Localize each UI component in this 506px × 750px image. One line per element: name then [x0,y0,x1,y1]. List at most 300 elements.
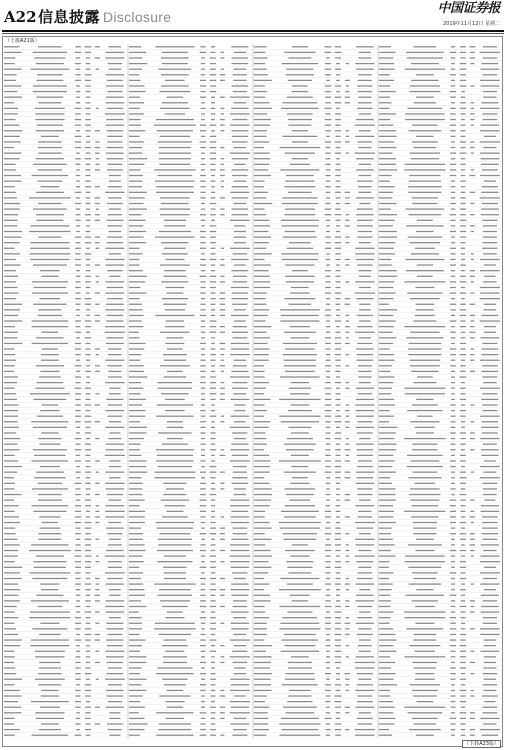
table-cell-text [254,539,271,540]
table-cell-text [221,360,224,361]
table-cell-text [158,141,192,142]
table-cell-text [292,477,308,478]
table-cell-text [164,578,186,579]
table-cell-text [254,684,271,685]
table-row [129,416,252,419]
table-cell-text [358,186,372,187]
table-cell-text [325,236,331,237]
table-cell-text [107,270,123,271]
table-cell-text [345,460,350,461]
table-cell-text [129,645,142,646]
table-cell-text [481,164,499,165]
table-cell-text [165,259,184,260]
table-cell-text [86,494,90,495]
table-row [379,343,502,346]
table-cell-text [95,539,99,540]
table-cell-text [483,444,497,445]
table-row [379,662,502,665]
table-cell-text [460,52,466,53]
table-cell-text [129,550,146,551]
table-cell-text [85,147,91,148]
table-cell-text [76,270,80,271]
table-cell-text [106,119,123,120]
table-row [129,432,252,435]
table-cell-text [221,371,224,372]
table-cell-text [129,701,140,702]
table-row [4,348,127,351]
table-cell-text [283,539,316,540]
table-cell-text [221,164,224,165]
table-row [254,645,377,648]
table-cell-text [325,248,331,249]
table-cell-text [106,690,124,691]
table-cell-text [335,192,341,193]
table-cell-text [483,382,497,383]
table-row [254,477,377,480]
table-cell-text [107,169,123,170]
table-cell-text [480,130,500,131]
table-row [254,651,377,654]
table-cell-text [4,472,17,473]
table-cell-text [200,729,206,730]
table-cell-text [471,102,475,103]
table-row [4,298,127,301]
table-cell-text [336,80,340,81]
table-cell-text [107,494,123,495]
table-row [129,259,252,262]
table-cell-text [159,634,191,635]
table-cell-text [285,180,314,181]
table-cell-text [165,410,185,411]
table-cell-text [210,399,215,400]
table-cell-text [460,477,467,478]
table-row [254,427,377,430]
table-cell-text [211,505,215,506]
table-cell-text [411,80,438,81]
table-cell-text [290,326,310,327]
table-cell-text [325,147,330,148]
table-cell-text [480,360,500,361]
table-cell-text [230,701,250,702]
table-row [254,253,377,256]
table-cell-text [231,259,248,260]
table-cell-text [166,718,185,719]
table-row [129,449,252,452]
table-cell-text [37,125,63,126]
table-row [129,242,252,245]
table-cell-text [480,108,499,109]
table-cell-text [254,617,269,618]
table-row [4,152,127,155]
table-cell-text [221,449,225,450]
table-cell-text [451,276,455,277]
table-cell-text [282,684,318,685]
table-cell-text [200,673,206,674]
table-cell-text [96,555,99,556]
table-cell-text [76,186,80,187]
table-cell-text [161,74,189,75]
table-cell-text [379,337,396,338]
table-row [4,326,127,329]
table-cell-text [75,248,81,249]
table-cell-text [336,326,340,327]
table-row [129,382,252,385]
table-cell-text [221,416,224,417]
table-cell-text [379,292,396,293]
table-row [254,332,377,335]
table-cell-text [379,690,390,691]
table-cell-text [336,516,340,517]
table-row [379,707,502,710]
table-cell-text [408,108,443,109]
table-cell-text [4,712,21,713]
table-cell-text [413,695,437,696]
table-cell-text [4,600,20,601]
table-cell-text [164,555,186,556]
table-cell-text [85,628,92,629]
table-row [4,169,127,172]
table-cell-text [164,220,186,221]
table-cell-text [107,136,122,137]
table-cell-text [76,175,81,176]
table-row [254,656,377,659]
table-cell-text [32,320,69,321]
table-cell-text [165,343,184,344]
table-cell-text [4,125,19,126]
table-cell-text [407,455,443,456]
table-cell-text [85,684,91,685]
table-cell-text [201,348,205,349]
table-cell-text [408,544,442,545]
table-cell-text [410,499,439,500]
table-cell-text [155,180,195,181]
table-cell-text [254,645,272,646]
table-cell-text [232,572,247,573]
table-cell-text [336,74,340,75]
table-cell-text [415,248,435,249]
table-cell-text [411,516,438,517]
table-cell-text [409,180,441,181]
table-cell-text [357,236,372,237]
table-cell-text [484,656,496,657]
table-cell-text [105,326,125,327]
table-row [379,270,502,273]
table-cell-text [210,158,216,159]
table-cell-text [450,203,456,204]
table-cell-text [107,80,123,81]
table-cell-text [129,634,139,635]
table-cell-text [379,360,395,361]
table-row [129,595,252,598]
table-cell-text [460,80,467,81]
table-cell-text [129,186,142,187]
table-row [129,611,252,614]
table-cell-text [345,220,350,221]
table-cell-text [480,292,499,293]
table-cell-text [409,175,440,176]
table-cell-text [451,376,455,377]
table-cell-text [279,416,320,417]
table-cell-text [234,164,245,165]
table-cell-text [75,572,81,573]
table-row [129,735,252,738]
table-cell-text [450,175,456,176]
table-row [4,192,127,195]
table-cell-text [160,108,190,109]
table-cell-text [358,572,373,573]
table-cell-text [470,52,475,53]
table-cell-text [234,231,246,232]
table-cell-text [154,628,196,629]
table-cell-text [481,544,500,545]
table-cell-text [211,102,215,103]
table-cell-text [220,690,224,691]
table-cell-text [408,192,441,193]
table-cell-text [460,220,467,221]
table-cell-text [201,388,206,389]
table-cell-text [450,533,456,534]
table-cell-text [86,203,91,204]
table-cell-text [75,511,81,512]
table-cell-text [460,617,465,618]
table-cell-text [408,236,443,237]
table-cell-text [482,410,497,411]
table-cell-text [200,483,206,484]
table-cell-text [211,483,215,484]
table-cell-text [201,337,205,338]
table-cell-text [254,667,270,668]
table-cell-text [200,147,205,148]
table-cell-text [335,449,341,450]
table-row [129,399,252,402]
table-cell-text [234,320,246,321]
table-cell-text [230,460,250,461]
table-cell-text [282,197,317,198]
table-cell-text [211,611,216,612]
table-cell-text [129,175,143,176]
table-cell-text [200,410,205,411]
table-cell-text [359,499,371,500]
table-cell-text [254,376,265,377]
table-cell-text [326,264,330,265]
table-row [379,276,502,279]
table-cell-text [30,611,70,612]
table-cell-text [336,315,340,316]
table-cell-text [75,707,80,708]
table-cell-text [326,320,330,321]
table-row [4,231,127,234]
table-cell-text [129,354,141,355]
table-cell-text [254,511,265,512]
table-cell-text [282,729,319,730]
table-cell-text [200,639,205,640]
table-cell-text [355,522,375,523]
table-cell-text [281,651,319,652]
table-cell-text [336,455,341,456]
table-cell-text [470,304,476,305]
table-row [4,477,127,480]
table-cell-text [254,136,266,137]
table-row [254,382,377,385]
table-cell-text [85,388,91,389]
table-cell-text [358,679,371,680]
table-cell-text [75,119,82,120]
table-cell-text [326,57,330,58]
table-cell-text [129,97,140,98]
table-cell-text [325,164,330,165]
table-cell-text [4,561,15,562]
table-cell-text [4,679,22,680]
table-cell-text [105,259,124,260]
table-cell-text [4,298,16,299]
table-cell-text [157,667,192,668]
table-cell-text [106,220,123,221]
table-cell-text [280,527,320,528]
table-cell-text [460,225,466,226]
table-row [379,567,502,570]
table-cell-text [211,690,215,691]
table-row [129,388,252,391]
table-cell-text [38,102,61,103]
table-cell-text [482,113,497,114]
table-cell-text [129,46,141,47]
table-cell-text [254,527,272,528]
table-cell-text [107,673,124,674]
table-cell-text [211,421,215,422]
table-cell-text [85,427,90,428]
table-cell-text [345,264,349,265]
table-cell-text [4,488,14,489]
table-cell-text [75,63,81,64]
table-cell-text [335,701,342,702]
table-cell-text [254,169,268,170]
table-cell-text [483,600,498,601]
table-cell-text [254,248,266,249]
table-cell-text [129,416,145,417]
table-cell-text [34,455,65,456]
table-cell-text [129,348,144,349]
table-cell-text [335,399,340,400]
table-cell-text [254,673,272,674]
table-cell-text [211,343,215,344]
table-row [254,214,377,217]
table-row [254,628,377,631]
table-cell-text [231,287,249,288]
table-cell-text [335,404,340,405]
table-cell-text [4,57,15,58]
table-cell-text [415,315,435,316]
table-cell-text [335,628,341,629]
table-cell-text [108,567,122,568]
table-cell-text [201,225,205,226]
table-cell-text [482,371,499,372]
table-cell-text [95,460,100,461]
table-cell-text [162,63,188,64]
table-cell-text [356,46,374,47]
table-cell-text [460,460,466,461]
table-row [379,427,502,430]
table-cell-text [345,679,349,680]
table-cell-text [470,729,475,730]
table-cell-text [483,253,497,254]
table-row [254,578,377,581]
table-row [4,656,127,659]
table-cell-text [326,354,330,355]
table-cell-text [201,152,205,153]
table-cell-text [326,494,331,495]
table-cell-text [450,488,455,489]
table-cell-text [356,298,373,299]
table-cell-text [106,656,124,657]
table-row [4,617,127,620]
table-cell-text [450,499,457,500]
table-cell-text [379,684,397,685]
table-cell-text [106,611,124,612]
table-row [254,701,377,704]
table-row [4,651,127,654]
table-cell-text [210,416,216,417]
table-cell-text [460,651,466,652]
table-cell-text [379,662,395,663]
table-cell-text [200,444,205,445]
table-cell-text [96,208,99,209]
table-cell-text [325,690,331,691]
table-cell-text [230,248,250,249]
table-cell-text [129,472,147,473]
table-cell-text [254,662,271,663]
table-cell-text [461,259,465,260]
table-cell-text [164,270,185,271]
table-cell-text [156,186,193,187]
table-cell-text [4,320,22,321]
table-row [254,707,377,710]
table-cell-text [109,175,121,176]
table-cell-text [85,175,90,176]
table-cell-text [160,214,189,215]
table-cell-text [109,466,121,467]
table-cell-text [345,533,349,534]
table-row [4,214,127,217]
table-cell-text [76,656,81,657]
table-cell-text [325,438,330,439]
table-cell-text [461,298,465,299]
table-cell-text [415,483,436,484]
table-cell-text [379,673,396,674]
table-cell-text [234,52,246,53]
table-cell-text [335,723,341,724]
table-cell-text [105,427,124,428]
table-cell-text [254,427,269,428]
table-cell-text [336,679,340,680]
table-cell-text [211,180,216,181]
table-cell-text [210,136,217,137]
table-row [379,315,502,318]
table-cell-text [220,175,225,176]
table-cell-text [95,404,100,405]
table-row [129,533,252,536]
table-cell-text [461,158,465,159]
table-cell-text [359,589,370,590]
table-cell-text [460,494,466,495]
table-row [254,85,377,88]
table-cell-text [76,651,80,652]
table-cell-text [200,505,207,506]
table-cell-text [211,488,216,489]
table-cell-text [157,455,193,456]
table-row [129,125,252,128]
table-cell-text [355,248,374,249]
table-cell-text [40,270,60,271]
